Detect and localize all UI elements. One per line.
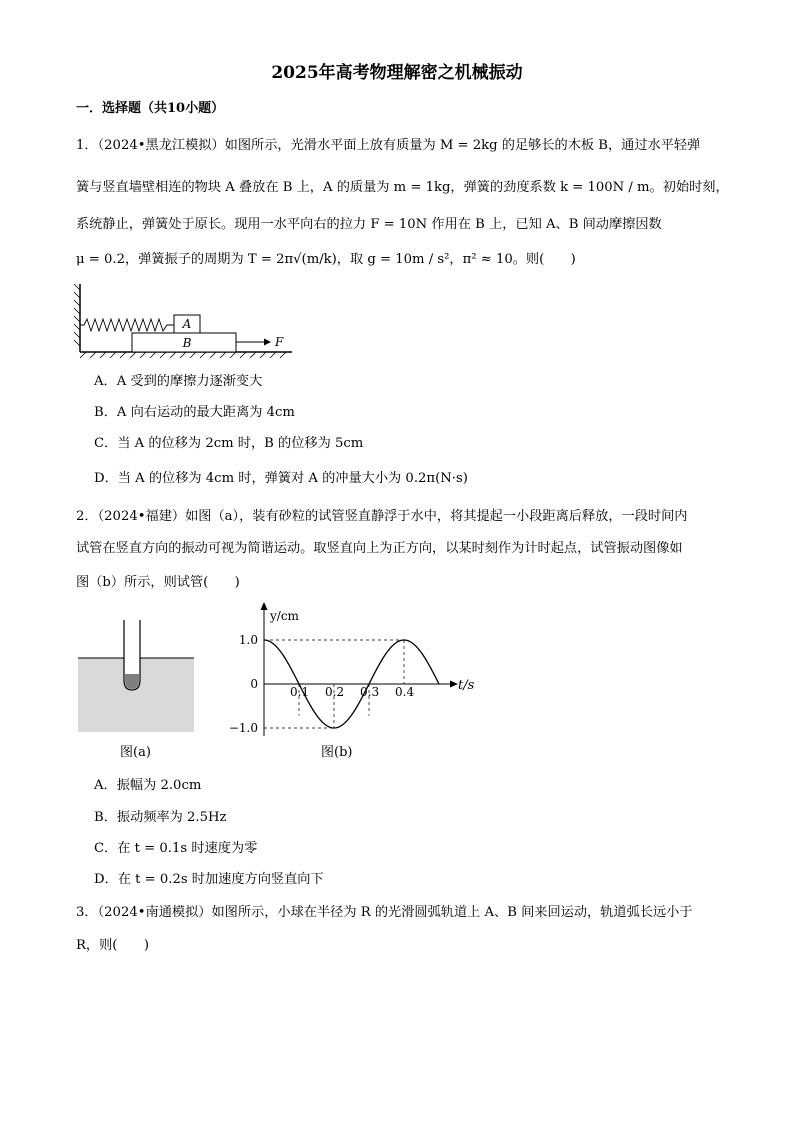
sand [125, 674, 139, 689]
fig-a-caption: 图(a) [120, 745, 151, 760]
spring-block-figure [72, 280, 302, 360]
q2-option-c: C．在 t = 0.1s 时速度为零 [94, 841, 258, 856]
y-axis-label: y/cm [270, 609, 299, 623]
q1-line-1: 1．（2024•黑龙江模拟）如图所示，光滑水平面上放有质量为 M = 2kg 的足够长的木板 B，通过水平轻弹 [76, 138, 701, 153]
q1-line-3: 系统静止，弹簧处于原长。现用一水平向右的拉力 F = 10N 作用在 B 上，已知 A、B 间动摩擦因数 [76, 217, 662, 232]
fig-b-caption: 图(b) [321, 745, 353, 760]
x-tick-label: 0.1 [290, 685, 310, 699]
test-tube-figure [76, 618, 200, 738]
block-a-label: A [182, 317, 192, 331]
q2-option-a: A．振幅为 2.0cm [94, 778, 202, 793]
q1-line-2: 簧与竖直墙壁相连的物块 A 叠放在 B 上，A 的质量为 m = 1kg，弹簧的劲度系数 k = 100N / m。初始时刻， [76, 180, 729, 195]
y-tick-label: 1.0 [238, 633, 258, 647]
q3-line-1: 3．（2024•南通模拟）如图所示，小球在半径为 R 的光滑圆弧轨道上 A、B 间来回运动，轨道弧长远小于 [76, 905, 693, 920]
section-heading: 一．选择题（共10小题） [76, 101, 225, 116]
x-axis-label: t/s [458, 678, 475, 693]
q3-line-2: R，则( ) [76, 938, 149, 953]
x-tick-label: 0.3 [360, 685, 380, 699]
q2-line-2: 试管在竖直方向的振动可视为简谐运动。取竖直向上为正方向，以某时刻作为计时起点，试管振动图像如 [76, 541, 683, 556]
q2-line-1: 2．（2024•福建）如图（a），装有砂粒的试管竖直静浮于水中，将其提起一小段距离后释放，一段时间内 [76, 509, 688, 524]
x-tick-label: 0.4 [395, 685, 415, 699]
block-b-label: B [182, 336, 192, 350]
vibration-chart [228, 600, 488, 740]
q2-option-b: B．振动频率为 2.5Hz [94, 810, 227, 825]
q1-option-a: A．A 受到的摩擦力逐渐变大 [94, 374, 263, 389]
spring [80, 319, 174, 331]
y-tick-label: 0 [250, 677, 258, 691]
q1-option-d: D．当 A 的位移为 4cm 时，弹簧对 A 的冲量大小为 0.2π(N·s) [94, 471, 468, 486]
page-title: 2025年高考物理解密之机械振动 [271, 63, 523, 83]
q1-line-4: μ = 0.2，弹簧振子的周期为 T = 2π√(m/k)，取 g = 10m / s²，π² ≈ 10。则( ) [76, 252, 576, 267]
q1-option-b: B．A 向右运动的最大距离为 4cm [94, 405, 295, 420]
q2-line-3: 图（b）所示，则试管( ) [76, 575, 240, 590]
y-tick-label: −1.0 [228, 721, 258, 735]
force-label: F [275, 335, 284, 349]
q1-option-c: C．当 A 的位移为 2cm 时，B 的位移为 5cm [94, 436, 364, 451]
q2-option-d: D．在 t = 0.2s 时加速度方向竖直向下 [94, 872, 324, 887]
x-tick-label: 0.2 [325, 685, 345, 699]
